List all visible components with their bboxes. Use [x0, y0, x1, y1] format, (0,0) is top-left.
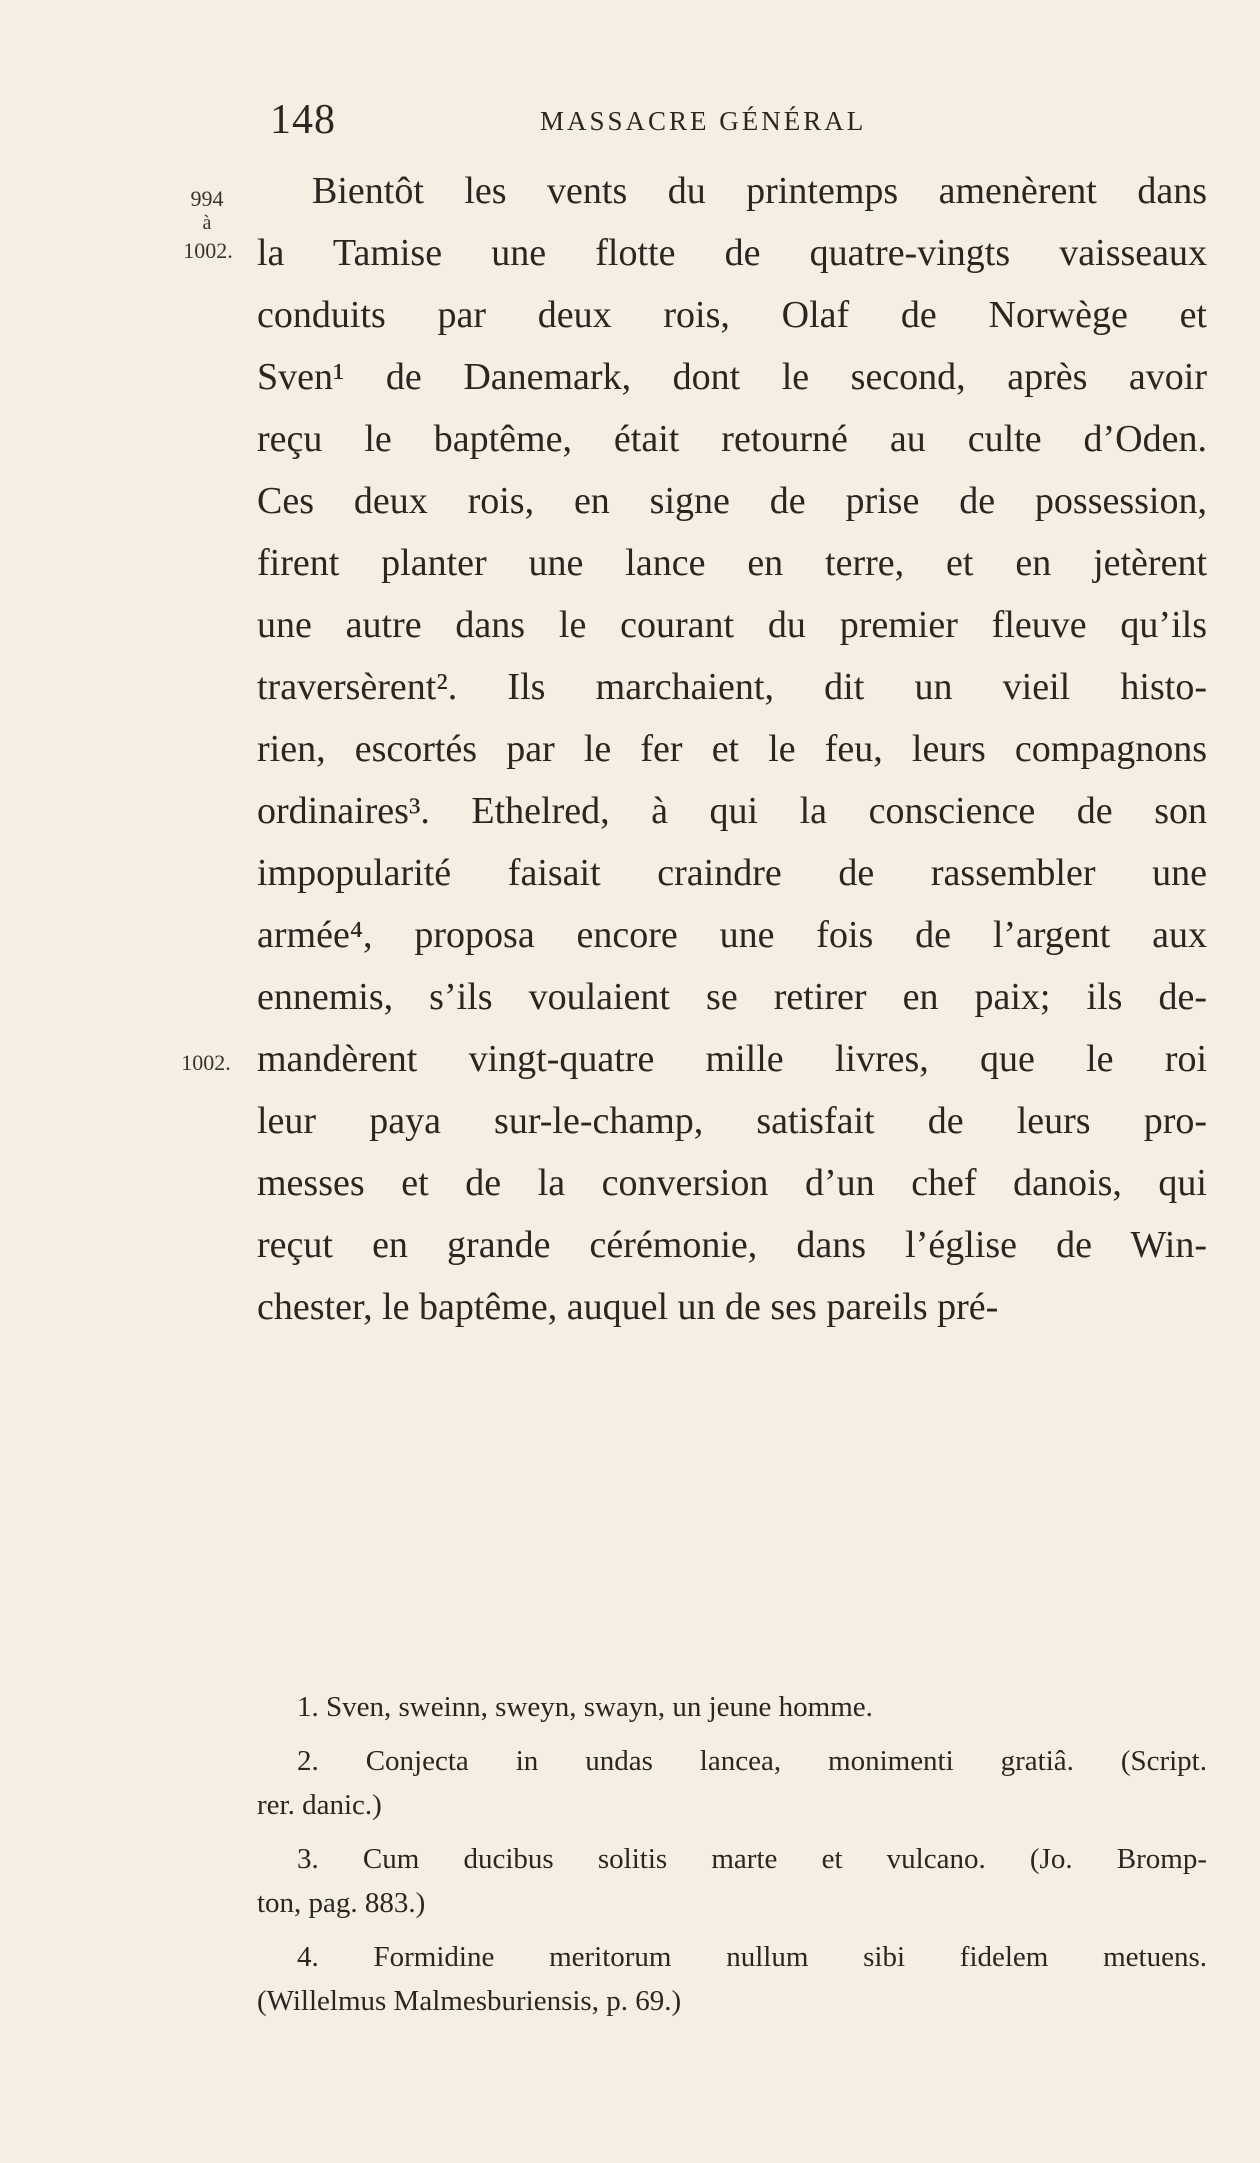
- body-line: armée⁴, proposa encore une fois de l’argent aux: [257, 914, 1207, 956]
- body-line: ennemis, s’ils voulaient se retirer en paix; ils de-: [257, 976, 1207, 1018]
- body-line: firent planter une lance en terre, et en jetèrent: [257, 542, 1207, 584]
- body-line: Sven¹ de Danemark, dont le second, après avoir: [257, 356, 1207, 398]
- footnote-4-line: (Willelmus Malmesburiensis, p. 69.): [257, 1985, 682, 2017]
- footnote-3-line: ton, pag. 883.): [257, 1887, 426, 1919]
- footnote-1-line: 1. Sven, sweinn, sweyn, swayn, un jeune homme.: [297, 1691, 873, 1723]
- body-line: reçu le baptême, était retourné au culte d’Oden.: [257, 418, 1207, 460]
- body-line: leur paya sur-le-champ, satisfait de leurs pro-: [257, 1100, 1207, 1142]
- footnote-3-line: 3. Cum ducibus solitis marte et vulcano. (Jo. Bromp-: [297, 1843, 1207, 1875]
- body-line: ordinaires³. Ethelred, à qui la conscience de son: [257, 790, 1207, 832]
- body-line: une autre dans le courant du premier fleuve qu’ils: [257, 604, 1207, 646]
- body-line: messes et de la conversion d’un chef danois, qui: [257, 1162, 1207, 1204]
- body-line: Ces deux rois, en signe de prise de possession,: [257, 480, 1207, 522]
- main-text: [257, 160, 1207, 1338]
- body-line: conduits par deux rois, Olaf de Norwège et: [257, 294, 1207, 336]
- running-title: MASSACRE GÉNÉRAL: [540, 106, 867, 136]
- margin-year-second: 1002.: [181, 1050, 231, 1075]
- body-line: Bientôt les vents du printemps amenèrent dans: [312, 170, 1207, 212]
- page-number: 148: [270, 97, 336, 143]
- body-line: chester, le baptême, auquel un de ses pareils pré-: [257, 1286, 999, 1328]
- margin-a: à: [202, 212, 212, 234]
- footnote-2-line: rer. danic.): [257, 1789, 382, 1821]
- body-line: impopularité faisait craindre de rassembler une: [257, 852, 1207, 894]
- footnotes: [257, 1685, 1207, 2023]
- footnote-4-line: 4. Formidine meritorum nullum sibi fidelem metuens.: [297, 1941, 1207, 1973]
- page-header: [270, 96, 920, 146]
- body-line: reçut en grande cérémonie, dans l’église de Win-: [257, 1224, 1207, 1266]
- footnote-2-line: 2. Conjecta in undas lancea, monimenti gratiâ. (Script.: [297, 1745, 1207, 1777]
- margin-year-end: 1002.: [183, 238, 233, 263]
- body-line: rien, escortés par le fer et le feu, leurs compagnons: [257, 728, 1207, 770]
- body-line: la Tamise une flotte de quatre-vingts vaisseaux: [257, 232, 1207, 274]
- margin-year-start: 994: [190, 186, 224, 211]
- body-line: mandèrent vingt-quatre mille livres, que le roi: [257, 1038, 1207, 1080]
- body-line: traversèrent². Ils marchaient, dit un vieil histo-: [257, 666, 1207, 708]
